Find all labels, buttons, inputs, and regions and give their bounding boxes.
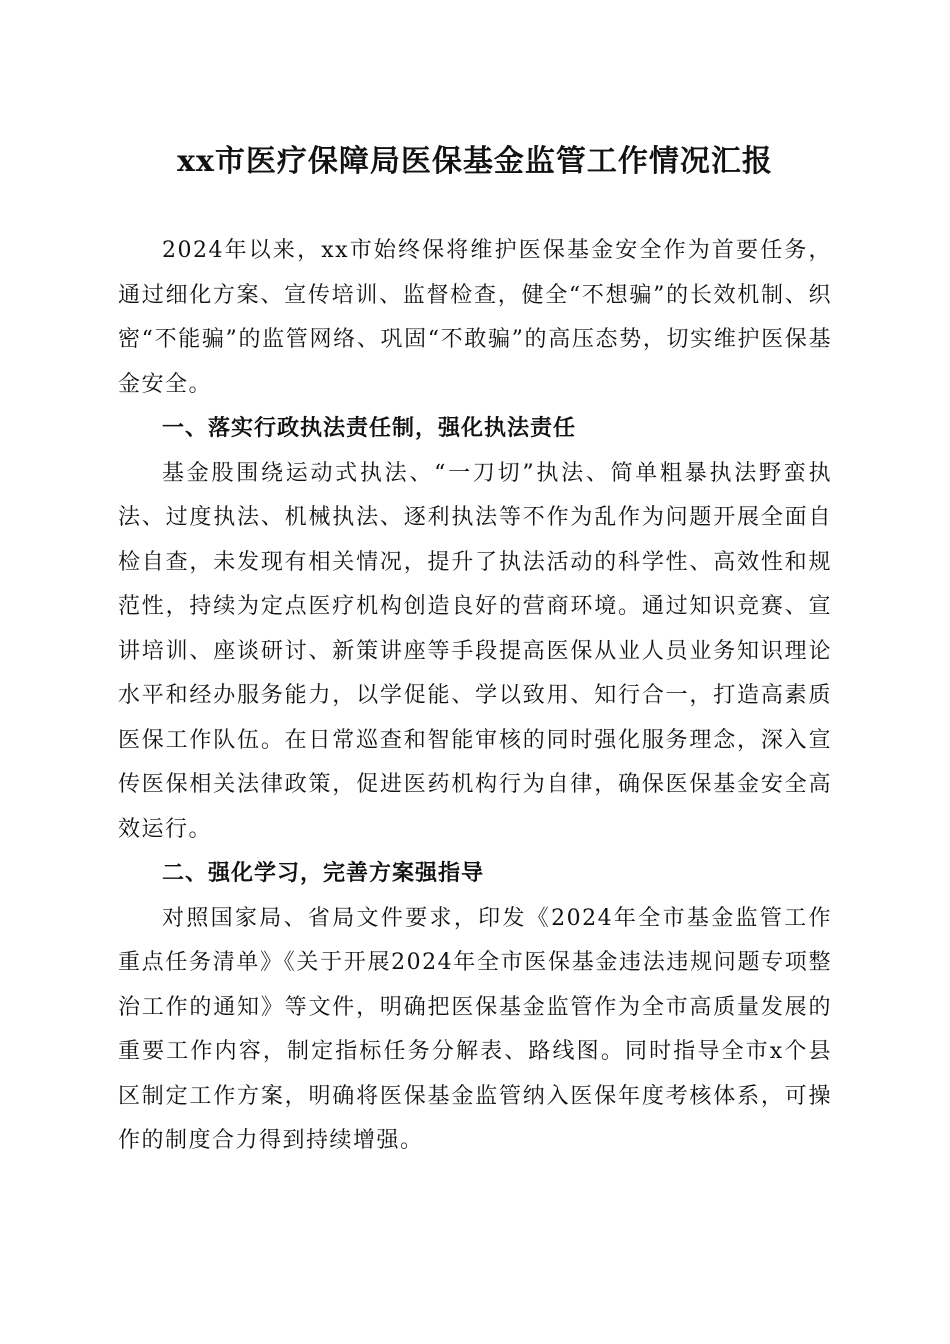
section-1-paragraph: 基金股围绕运动式执法、“一刀切”执法、简单粗暴执法野蛮执法、过度执法、机械执法、逐利执法等不作为乱作为问题开展全面自检自查，未发现有相关情况，提升了执法活动的科学性、高效性和规范性，持续为定点医疗机构创造良好的营商环境。通过知识竞赛、宣讲培训、座谈研讨、新策讲座等手段提高医保从业人员业务知识理论水平和经办服务能力，以学促能、学以致用、知行合一，打造高素质医保工作队伍。在日常巡查和智能审核的同时强化服务理念，深入宣传医保相关法律政策，促进医药机构行为自律，确保医保基金安全高效运行。: [118, 460, 832, 842]
intro-paragraph: 2024年以来，xx市始终保将维护医保基金安全作为首要任务，通过细化方案、宣传培训、监督检查，健全“不想骗”的长效机制、织密“不能骗”的监管网络、巩固“不敢骗”的高压态势，切实维护医保基金安全。: [118, 238, 832, 397]
document-title: xx市医疗保障局医保基金监管工作情况汇报: [177, 144, 773, 179]
section-1-heading: 一、落实行政执法责任制，强化执法责任: [162, 416, 577, 441]
section-2-paragraph: 对照国家局、省局文件要求，印发《2024年全市基金监管工作重点任务清单》《关于开展2024年全市医保基金违法违规问题专项整治工作的通知》等文件，明确把医保基金监管作为全市高质量发展的重要工作内容，制定指标任务分解表、路线图。同时指导全市x个县区制定工作方案，明确将医保基金监管纳入医保年度考核体系，可操作的制度合力得到持续增强。: [118, 905, 832, 1153]
document-body: [118, 229, 832, 1164]
section-2-heading: 二、强化学习，完善方案强指导: [162, 861, 485, 886]
